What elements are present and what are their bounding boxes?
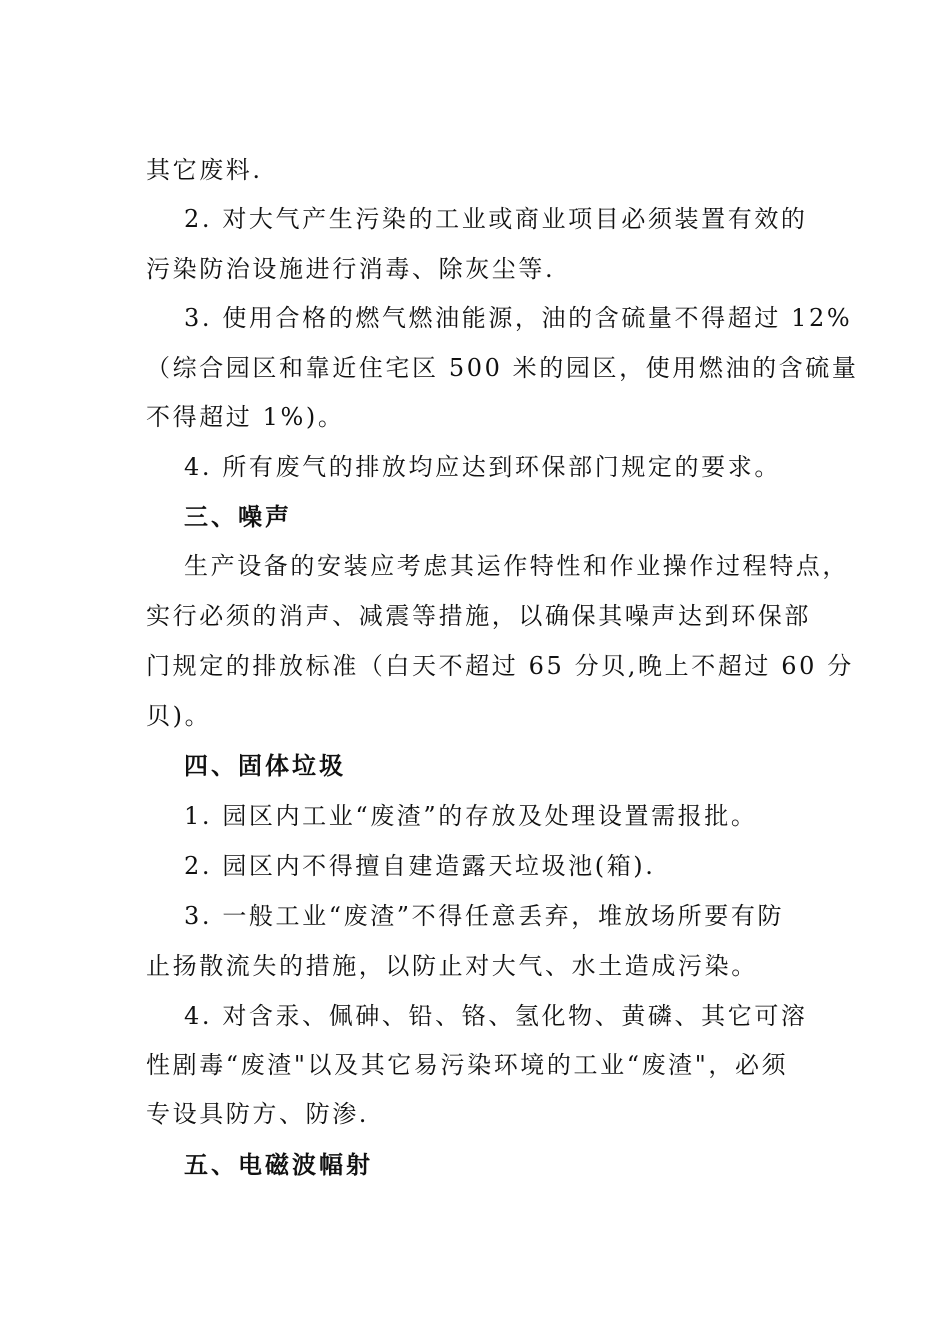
text-line: 专设具防方、防渗. xyxy=(146,1100,370,1128)
text-line: 不得超过 1%)。 xyxy=(146,403,345,431)
section-heading-solid-waste: 四、固体垃圾 xyxy=(184,752,346,780)
text-line-item-4: 4. 对含汞、佩砷、铅、铬、氢化物、黄磷、其它可溶 xyxy=(184,1002,808,1030)
text-line: 生产设备的安装应考虑其运作特性和作业操作过程特点， xyxy=(184,552,849,580)
text-line-item-3: 3. 使用合格的燃气燃油能源，油的含硫量不得超过 12% xyxy=(184,304,853,332)
text-line: 门规定的排放标准（白天不超过 65 分贝,晚上不超过 60 分 xyxy=(146,652,854,680)
section-heading-electromagnetic: 五、电磁波幅射 xyxy=(184,1151,373,1179)
text-line: （综合园区和靠近住宅区 500 米的园区，使用燃油的含硫量 xyxy=(146,354,859,382)
text-line-continuation: 其它废料. xyxy=(146,156,263,184)
section-heading-noise: 三、噪声 xyxy=(184,503,292,531)
text-line: 污染防治设施进行消毒、除灰尘等. xyxy=(146,255,556,283)
text-line-item-4: 4. 所有废气的排放均应达到环保部门规定的要求。 xyxy=(184,453,781,481)
text-line: 贝)。 xyxy=(146,702,212,730)
text-line: 止扬散流失的措施，以防止对大气、水土造成污染。 xyxy=(146,952,758,980)
text-line-item-2: 2. 对大气产生污染的工业或商业项目必须装置有效的 xyxy=(184,205,808,233)
text-line-item-2: 2. 园区内不得擅自建造露天垃圾池(箱). xyxy=(184,852,656,880)
text-line-item-3: 3. 一般工业“废渣”不得任意丢弃，堆放场所要有防 xyxy=(184,902,785,930)
text-line: 性剧毒“废渣"以及其它易污染环境的工业“废渣"，必须 xyxy=(146,1051,789,1079)
text-line-item-1: 1. 园区内工业“废渣”的存放及处理设置需报批。 xyxy=(184,802,758,830)
text-line: 实行必须的消声、减震等措施，以确保其噪声达到环保部 xyxy=(146,602,811,630)
